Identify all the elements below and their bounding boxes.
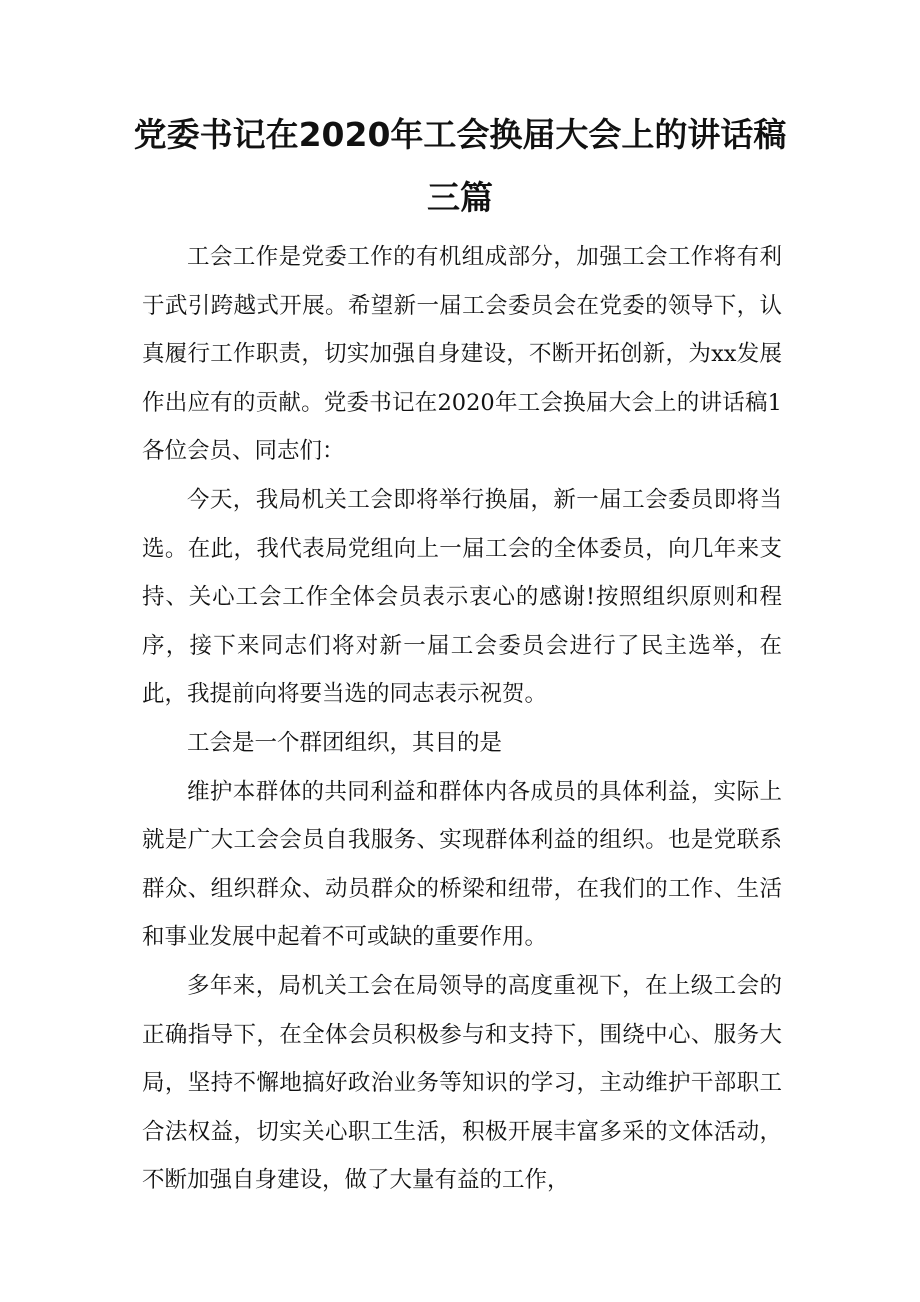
paragraph: 工会是一个群团组织，其目的是 bbox=[187, 729, 503, 756]
paragraph: 今天，我局机关工会即将举行换届，新一届工会委员即将当选。在此，我代表局党组向上一届工会的全体委员，向几年来支持、关心工会工作全体会员表示衷心的感谢!按照组织原则和程序，接下来同志们将对新一届工会委员会进行了民主选举，在此，我提前向将要当选的同志表示祝贺。 bbox=[142, 486, 782, 708]
paragraph: 多年来，局机关工会在局领导的高度重视下，在上级工会的正确指导下，在全体会员积极参与和支持下，围绕中心、服务大局，坚持不懈地搞好政治业务等知识的学习，主动维护干部职工合法权益，切实关心职工生活，积极开展丰富多采的文体活动，不断加强自身建设，做了大量有益的工作， bbox=[142, 972, 782, 1194]
paragraph: 维护本群体的共同利益和群体内各成员的具体利益，实际上就是广大工会会员自我服务、实现群体利益的组织。也是党联系群众、组织群众、动员群众的桥梁和纽带，在我们的工作、生活和事业发展中起着不可或缺的重要作用。 bbox=[142, 778, 782, 951]
document-title: 党委书记在2020年工会换届大会上的讲话稿三篇 bbox=[133, 115, 787, 217]
document-body bbox=[142, 233, 782, 1205]
paragraph: 工会工作是党委工作的有机组成部分，加强工会工作将有利于武引跨越式开展。希望新一届工会委员会在党委的领导下，认真履行工作职责，切实加强自身建设，不断开拓创新，为xx发展作出应有的贡献。党委书记在2020年工会换届大会上的讲话稿1各位会员、同志们： bbox=[142, 244, 782, 465]
